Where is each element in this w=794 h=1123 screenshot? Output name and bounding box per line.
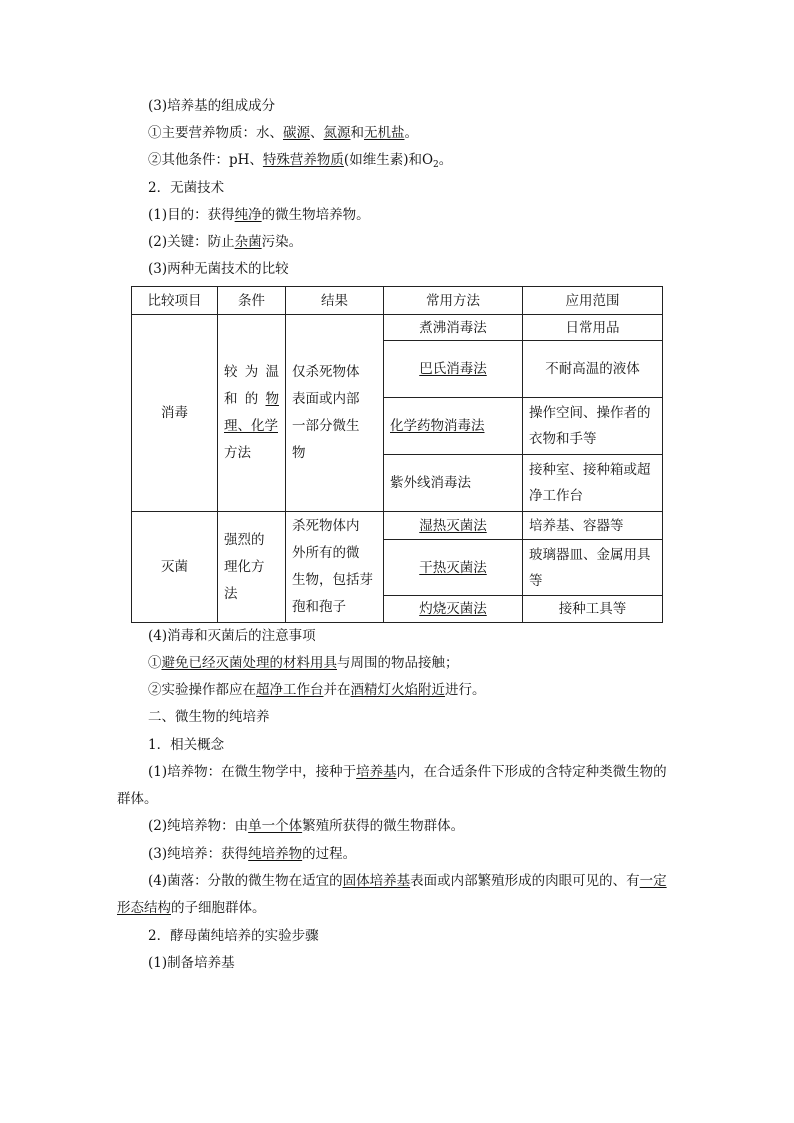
comparison-table	[131, 286, 663, 623]
header-scope: 应用范围	[523, 287, 663, 315]
blank-single: 单一个体	[248, 818, 303, 834]
blank-carbon: 碳源	[283, 125, 310, 141]
table-row	[132, 315, 663, 341]
concept-colony-line2: 形态结构的子细胞群体。	[117, 900, 266, 916]
concept-pure-culturing: (3)纯培养：获得纯培养物的过程。	[148, 846, 357, 862]
sterilize-condition: 强烈的 理化方 法	[218, 512, 286, 623]
concept-culture-line2: 群体。	[117, 791, 158, 807]
row-disinfect-name: 消毒	[132, 315, 218, 512]
key-line: (2)关键：防止杂菌污染。	[148, 234, 303, 250]
disinfect-condition: 较为温 和的物 理、化学 方法	[218, 315, 286, 512]
method-chemical: 化学药物消毒法	[384, 398, 523, 455]
scope-bench: 接种室、接种箱或超 净工作台	[523, 455, 663, 512]
scope-glassware: 玻璃器皿、金属用具 等	[523, 540, 663, 596]
blank-certain: 一定	[639, 873, 667, 889]
header-result: 结果	[286, 287, 384, 315]
concepts-title: 1．相关概念	[148, 737, 225, 753]
method-burning: 灼烧灭菌法	[384, 596, 523, 623]
method-moist-heat: 湿热灭菌法	[384, 512, 523, 540]
blank-pure-culture: 纯培养物	[248, 846, 303, 862]
blank-nitrogen: 氮源	[323, 125, 351, 141]
blank-contaminant: 杂菌	[234, 234, 262, 250]
method-pasteur: 巴氏消毒法	[384, 341, 523, 398]
notes-title: (4)消毒和灭菌后的注意事项	[148, 628, 316, 644]
blank-pure: 纯净	[234, 207, 262, 223]
blank-medium: 培养基	[356, 764, 397, 780]
blank-solid-medium: 固体培养基	[342, 873, 411, 889]
scope-space: 操作空间、操作者的 衣物和手等	[523, 398, 663, 455]
blank-special-nutrients: 特殊营养物质	[262, 152, 344, 168]
method-boiling: 煮沸消毒法	[384, 315, 523, 341]
concept-pure-culture: (2)纯培养物：由单一个体繁殖所获得的微生物群体。	[148, 818, 465, 834]
blank-clean-bench: 超净工作台	[256, 682, 324, 698]
method-uv: 紫外线消毒法	[384, 455, 523, 512]
compare-title: (3)两种无菌技术的比较	[148, 261, 289, 277]
part2-title: 二、微生物的纯培养	[148, 709, 270, 725]
nutrients-line: ①主要营养物质：水、碳源、氮源和无机盐。	[148, 125, 418, 141]
table-row	[132, 512, 663, 540]
disinfect-result: 仅杀死物体 表面或内部 一部分微生 物	[286, 315, 384, 512]
purpose-line: (1)目的：获得纯净的微生物培养物。	[148, 207, 370, 223]
scope-tools: 接种工具等	[523, 596, 663, 623]
section-composition-title: (3)培养基的组成成分	[148, 98, 276, 114]
note-2: ②实验操作都应在超净工作台并在酒精灯火焰附近进行。	[148, 682, 486, 698]
row-sterilize-name: 灭菌	[132, 512, 218, 623]
scope-liquid: 不耐高温的液体	[523, 341, 663, 398]
prepare-medium: (1)制备培养基	[148, 955, 235, 971]
concept-colony: (4)菌落：分散的微生物在适宜的固体培养基表面或内部繁殖形成的肉眼可见的、有一定	[148, 873, 667, 889]
table-header-row	[132, 287, 663, 315]
yeast-steps-title: 2．酵母菌纯培养的实验步骤	[148, 928, 319, 944]
scope-daily: 日常用品	[523, 315, 663, 341]
note-1: ①避免已经灭菌处理的材料用具与周围的物品接触；	[148, 655, 459, 671]
blank-salt: 无机盐	[364, 125, 405, 141]
blank-morphology: 形态结构	[117, 900, 171, 916]
blank-avoid-contact: 避免已经灭菌处理的材料用具	[161, 655, 337, 671]
header-condition: 条件	[218, 287, 286, 315]
section-aseptic-title: 2．无菌技术	[148, 180, 225, 196]
blank-flame: 酒精灯火焰附近	[350, 682, 445, 698]
header-item: 比较项目	[132, 287, 218, 315]
sterilize-result: 杀死物体内 外所有的微 生物，包括芽 孢和孢子	[286, 512, 384, 623]
method-dry-heat: 干热灭菌法	[384, 540, 523, 596]
other-conditions-line: ②其他条件：pH、特殊营养物质(如维生素)和$O_2$。	[148, 152, 453, 170]
concept-culture: (1)培养物：在微生物学中，接种于培养基内，在合适条件下形成的含特定种类微生物的	[148, 764, 667, 780]
scope-medium: 培养基、容器等	[523, 512, 663, 540]
header-method: 常用方法	[384, 287, 523, 315]
